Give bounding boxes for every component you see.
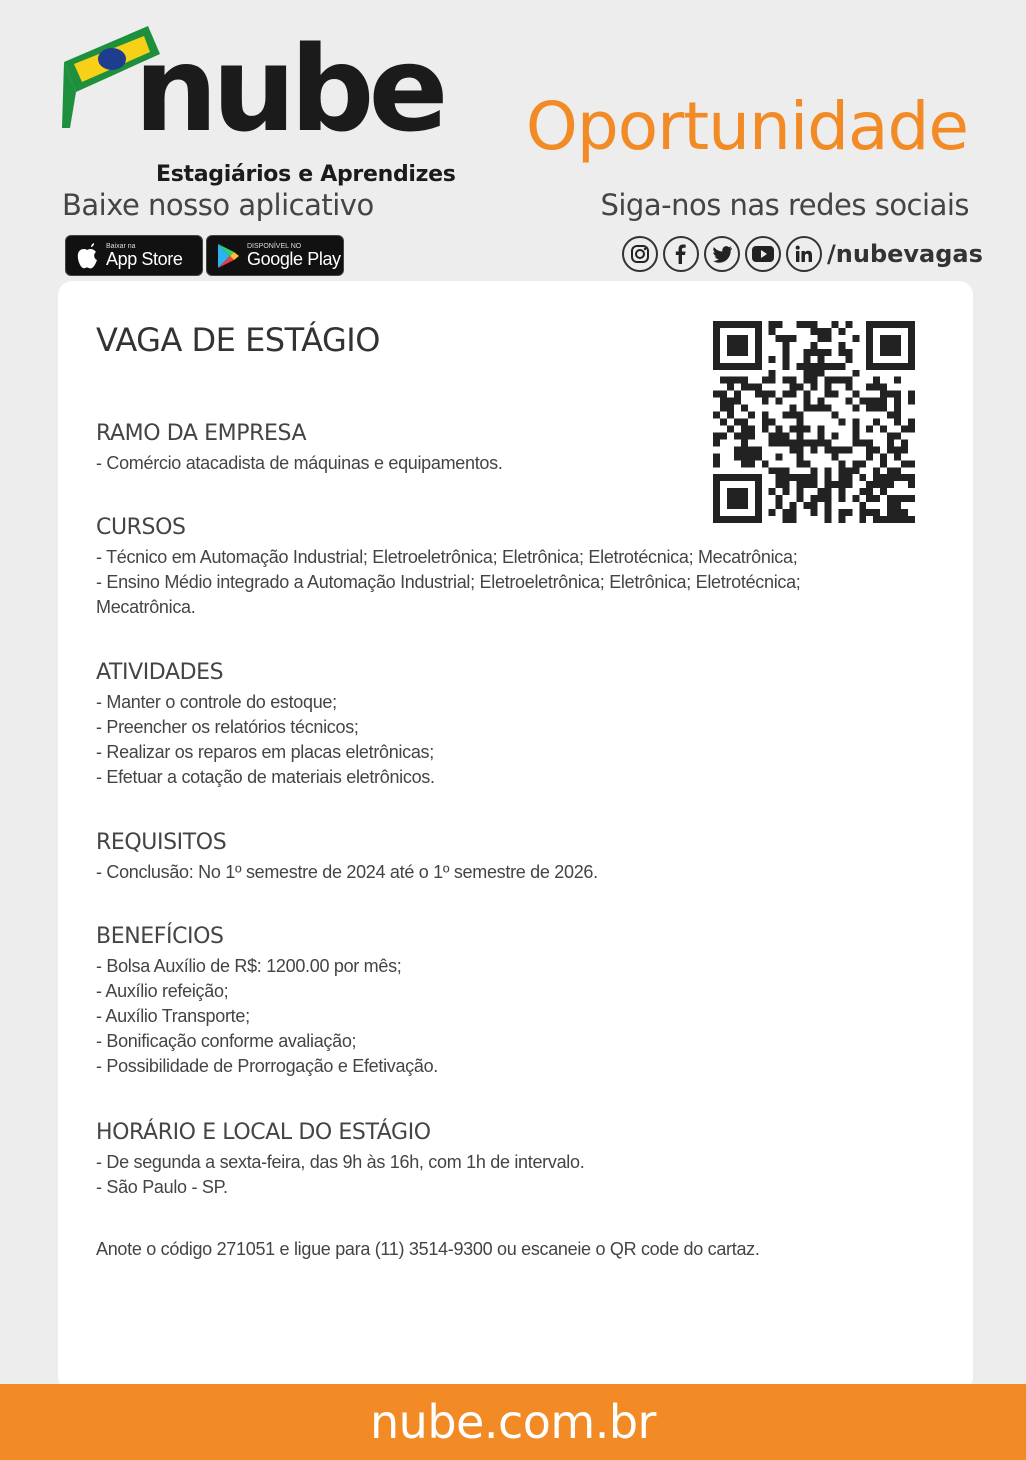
section-ramo bbox=[96, 421, 503, 476]
section-heading: HORÁRIO E LOCAL DO ESTÁGIO bbox=[96, 1120, 431, 1145]
social-links bbox=[622, 235, 983, 273]
google-play-icon bbox=[215, 242, 241, 270]
app-download-label: Baixe nosso aplicativo bbox=[62, 188, 374, 222]
section-line: - Preencher os relatórios técnicos; bbox=[96, 717, 359, 737]
social-label: Siga-nos nas redes sociais bbox=[600, 188, 969, 222]
section-heading: RAMO DA EMPRESA bbox=[96, 421, 307, 446]
section-line: - São Paulo - SP. bbox=[96, 1177, 228, 1197]
section-line: - Técnico em Automação Industrial; Eletroeletrônica; Eletrônica; Eletrotécnica; Mecatrônica; bbox=[96, 547, 798, 567]
section-horario bbox=[96, 1120, 584, 1200]
instagram-icon[interactable] bbox=[622, 236, 658, 272]
linkedin-icon[interactable] bbox=[786, 236, 822, 272]
google-play-button[interactable] bbox=[206, 235, 344, 276]
section-cursos bbox=[96, 515, 801, 620]
apple-icon bbox=[74, 242, 100, 270]
section-heading: ATIVIDADES bbox=[96, 660, 224, 685]
section-line: - Auxílio refeição; bbox=[96, 981, 229, 1001]
section-line: - Comércio atacadista de máquinas e equipamentos. bbox=[96, 453, 503, 473]
section-heading: CURSOS bbox=[96, 515, 186, 540]
twitter-icon[interactable] bbox=[704, 236, 740, 272]
section-line: Mecatrônica. bbox=[96, 597, 196, 617]
app-store-label: App Store bbox=[106, 249, 183, 269]
section-line: - Ensino Médio integrado a Automação Industrial; Eletroeletrônica; Eletrônica; Eletrotécnica; bbox=[96, 572, 801, 592]
logo-wordmark: nube bbox=[134, 20, 443, 158]
section-line: - Possibilidade de Prorrogação e Efetivação. bbox=[96, 1056, 439, 1076]
section-line: - Bonificação conforme avaliação; bbox=[96, 1031, 357, 1051]
google-play-label: Google Play bbox=[247, 249, 341, 269]
logo-subtitle: Estagiários e Aprendizes bbox=[156, 162, 456, 187]
headline: Oportunidade bbox=[525, 88, 968, 165]
section-line: - De segunda a sexta-feira, das 9h às 16h, com 1h de intervalo. bbox=[96, 1152, 585, 1172]
job-card bbox=[58, 281, 973, 1391]
app-store-button[interactable] bbox=[65, 235, 203, 276]
section-atividades bbox=[96, 660, 435, 790]
section-line: - Manter o controle do estoque; bbox=[96, 692, 337, 712]
section-line: - Efetuar a cotação de materiais eletrônicos. bbox=[96, 767, 435, 787]
footer-bar bbox=[0, 1384, 1026, 1460]
qr-code[interactable] bbox=[713, 321, 915, 523]
social-handle[interactable]: /nubevagas bbox=[827, 240, 983, 268]
section-heading: BENEFÍCIOS bbox=[96, 924, 224, 949]
section-requisitos bbox=[96, 830, 598, 885]
section-line: - Bolsa Auxílio de R$: 1200.00 por mês; bbox=[96, 956, 402, 976]
section-line: - Conclusão: No 1º semestre de 2024 até o 1º semestre de 2026. bbox=[96, 862, 598, 882]
nube-logo bbox=[60, 20, 456, 187]
youtube-icon[interactable] bbox=[745, 236, 781, 272]
facebook-icon[interactable] bbox=[663, 236, 699, 272]
contact-note: Anote o código 271051 e ligue para (11) 3514-9300 ou escaneie o QR code do cartaz. bbox=[96, 1239, 760, 1259]
app-store-small-label: Baixar na bbox=[106, 243, 136, 250]
section-line: - Auxílio Transporte; bbox=[96, 1006, 250, 1026]
section-heading: REQUISITOS bbox=[96, 830, 227, 855]
section-line: - Realizar os reparos em placas eletrônicas; bbox=[96, 742, 434, 762]
website-link[interactable]: nube.com.br bbox=[370, 1395, 656, 1449]
job-title: VAGA DE ESTÁGIO bbox=[96, 321, 380, 359]
google-play-small-label: DISPONÍVEL NO bbox=[247, 243, 302, 250]
section-beneficios bbox=[96, 924, 438, 1079]
